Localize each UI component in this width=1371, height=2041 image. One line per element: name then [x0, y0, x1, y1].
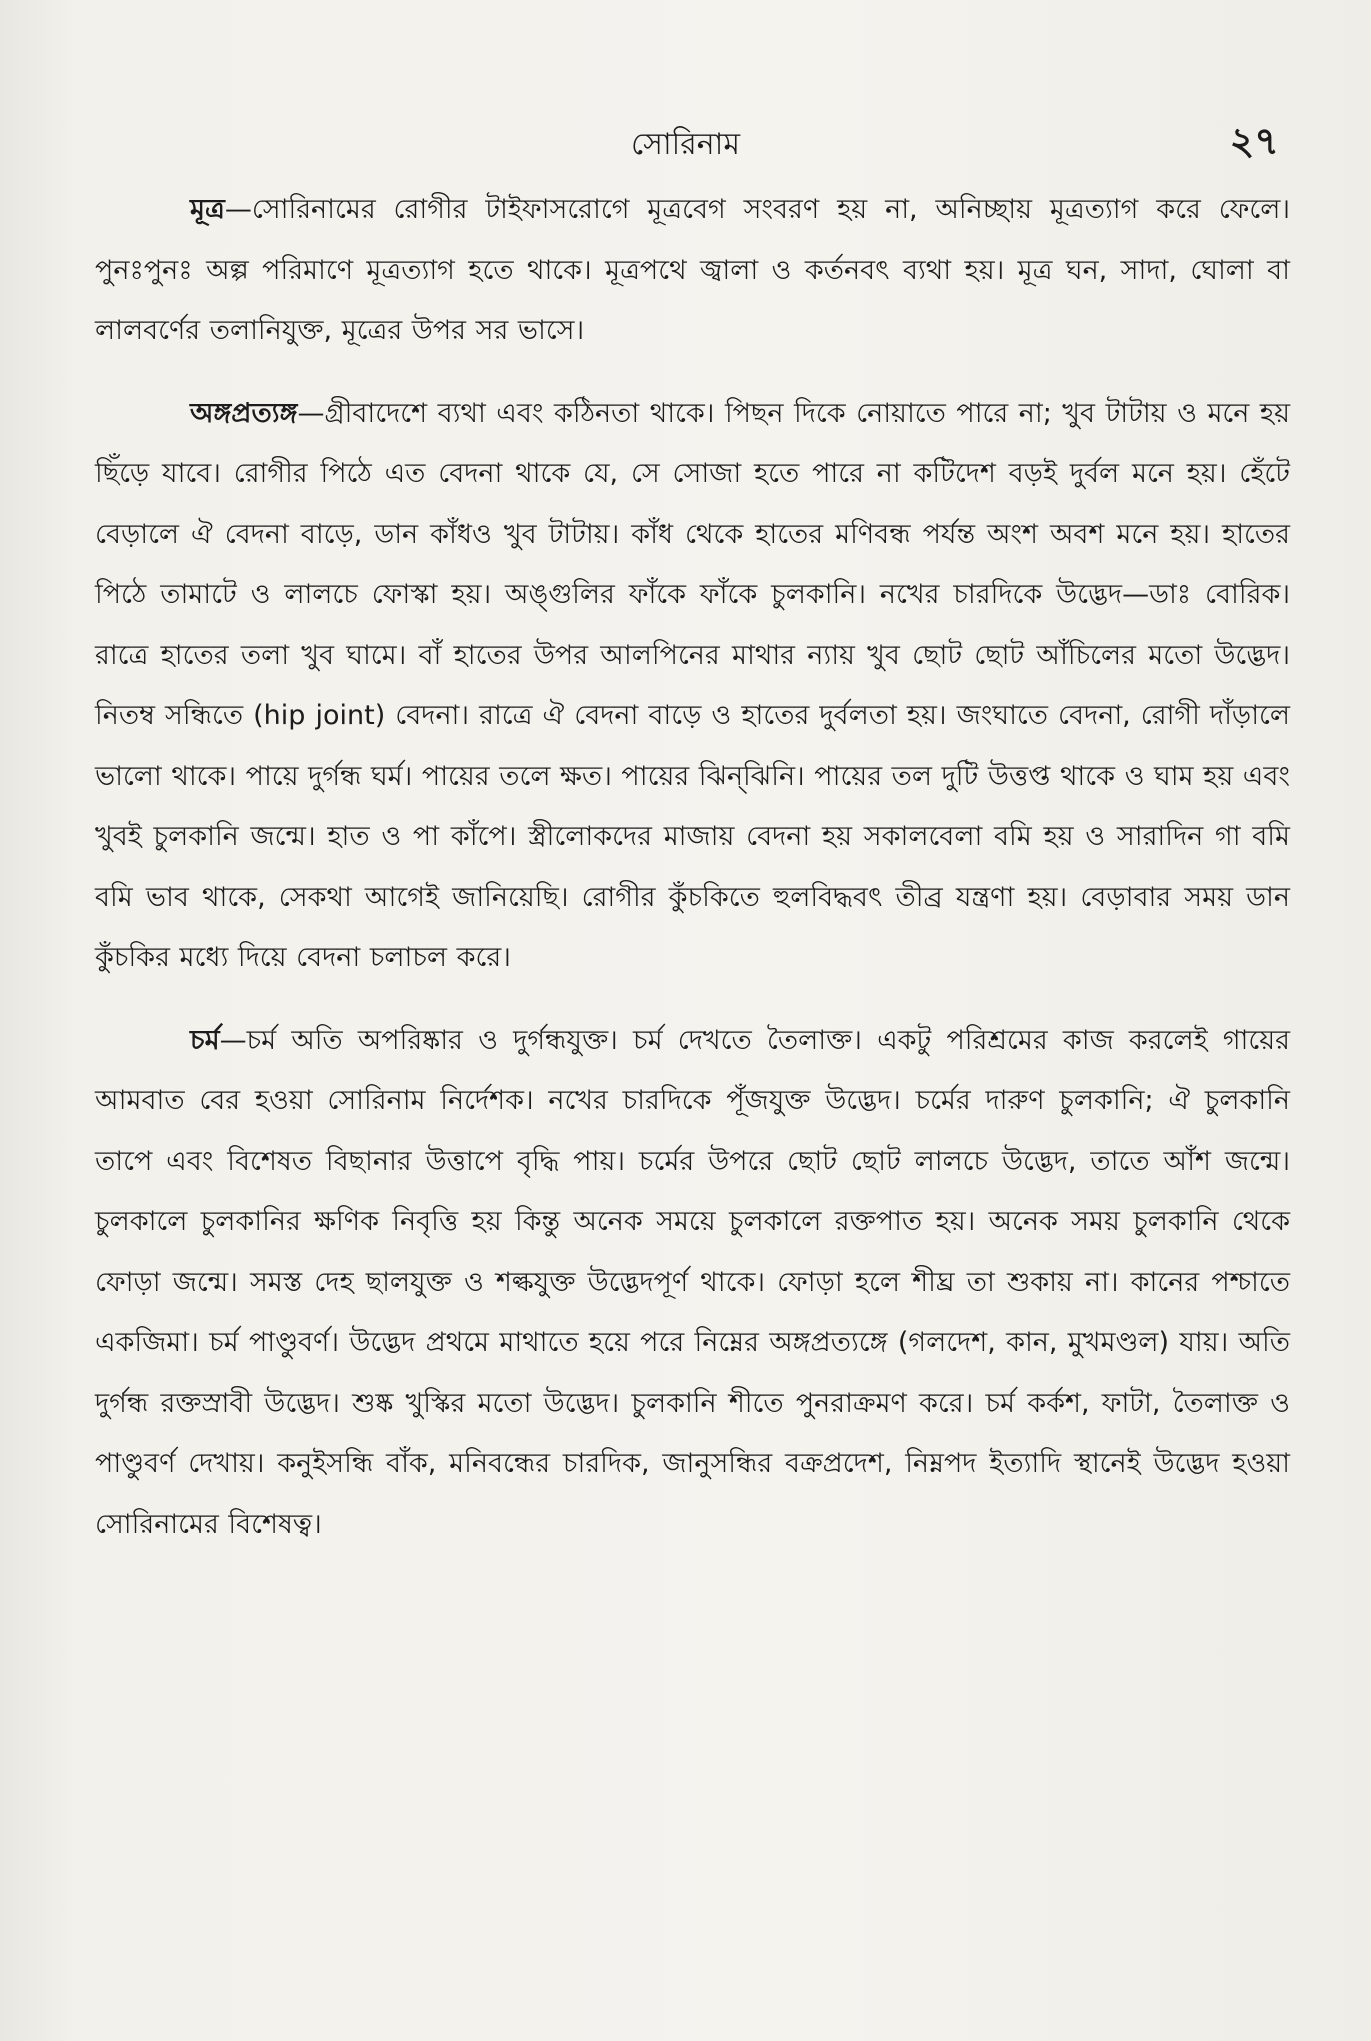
- paragraph-text: —সোরিনামের রোগীর টাইফাসরোগে মূত্রবেগ সংবরণ হয় না, অনিচ্ছায় মূত্রত্যাগ করে ফেলে। পুনঃপুনঃ অল্প পরিমাণে মূত্রত্যাগ হতে থাকে। মূত্রপথে জ্বালা ও কর্তনবৎ ব্যথা হয়। মূত্র ঘন, সাদা, ঘোলা বা লালবর্ণের তলানিযুক্ত, মূত্রের উপর সর ভাসে।: [95, 194, 1290, 346]
- page-number: ২৭: [1229, 119, 1279, 163]
- paragraph-urine: [95, 180, 1290, 362]
- running-title: সোরিনাম: [630, 127, 741, 162]
- paragraph-heading: চর্ম: [190, 1024, 220, 1056]
- page-body: [95, 180, 1290, 1577]
- paragraph-text: —গ্রীবাদেশে ব্যথা এবং কঠিনতা থাকে। পিছন দিকে নোয়াতে পারে না; খুব টাটায় ও মনে হয় ছিঁড়ে যাবে। রোগীর পিঠে এত বেদনা থাকে যে, সে সোজা হতে পারে না কটিদেশ বড়ই দুর্বল মনে হয়। হেঁটে বেড়ালে ঐ বেদনা বাড়ে, ডান কাঁধও খুব টাটায়। কাঁধ থেকে হাতের মণিবন্ধ পর্যন্ত অংশ অবশ মনে হয়। হাতের পিঠে তামাটে ও লালচে ফোস্কা হয়। অঙ্গুলির ফাঁকে ফাঁকে চুলকানি। নখের চারদিকে উদ্ভেদ—ডাঃ বোরিক। রাত্রে হাতের তলা খুব ঘামে। বাঁ হাতের উপর আলপিনের মাথার ন্যায় খুব ছোট ছোট আঁচিলের মতো উদ্ভেদ। নিতম্ব সন্ধিতে (hip joint) বেদনা। রাত্রে ঐ বেদনা বাড়ে ও হাতের দুর্বলতা হয়। জংঘাতে বেদনা, রোগী দাঁড়ালে ভালো থাকে। পায়ে দুর্গন্ধ ঘর্ম। পায়ের তলে ক্ষত। পায়ের ঝিন্‌ঝিনি। পায়ের তল দুটি উত্তপ্ত থাকে ও ঘাম হয় এবং খুবই চুলকানি জন্মে। হাত ও পা কাঁপে। স্ত্রীলোকদের মাজায় বেদনা হয় সকালবেলা বমি হয় ও সারাদিন গা বমি বমি ভাব থাকে, সেকথা আগেই জানিয়েছি। রোগীর কুঁচকিতে হুলবিদ্ধবৎ তীব্র যন্ত্রণা হয়। বেড়াবার সময় ডান কুঁচকির মধ্যে দিয়ে বেদনা চলাচল করে।: [95, 397, 1290, 973]
- page-header: [0, 112, 1371, 162]
- paragraph-skin: [95, 1011, 1290, 1556]
- paragraph-limbs: [95, 384, 1290, 989]
- paragraph-heading: মূত্র: [190, 194, 225, 225]
- paragraph-text: —চর্ম অতি অপরিষ্কার ও দুর্গন্ধযুক্ত। চর্ম দেখতে তৈলাক্ত। একটু পরিশ্রমের কাজ করলেই গায়ের আমবাত বের হওয়া সোরিনাম নির্দেশক। নখের চারদিকে পূঁজযুক্ত উদ্ভেদ। চর্মের দারুণ চুলকানি; ঐ চুলকানি তাপে এবং বিশেষত বিছানার উত্তাপে বৃদ্ধি পায়। চর্মের উপরে ছোট ছোট লালচে উদ্ভেদ, তাতে আঁশ জন্মে। চুলকালে চুলকানির ক্ষণিক নিবৃত্তি হয় কিন্তু অনেক সময়ে চুলকালে রক্তপাত হয়। অনেক সময় চুলকানি থেকে ফোড়া জন্মে। সমস্ত দেহ ছালযুক্ত ও শল্কযুক্ত উদ্ভেদপূর্ণ থাকে। ফোড়া হলে শীঘ্র তা শুকায় না। কানের পশ্চাতে একজিমা। চর্ম পাণ্ডুবর্ণ। উদ্ভেদ প্রথমে মাথাতে হয়ে পরে নিম্নের অঙ্গপ্রত্যঙ্গে (গলদেশ, কান, মুখমণ্ডল) যায়। অতি দুর্গন্ধ রক্তস্রাবী উদ্ভেদ। শুষ্ক খুস্কির মতো উদ্ভেদ। চুলকানি শীতে পুনরাক্রমণ করে। চর্ম কর্কশ, ফাটা, তৈলাক্ত ও পাণ্ডুবর্ণ দেখায়। কনুইসন্ধি বাঁক, মনিবন্ধের চারদিক, জানুসন্ধির বক্রপ্রদেশ, নিম্নপদ ইত্যাদি স্থানেই উদ্ভেদ হওয়া সোরিনামের বিশেষত্ব।: [95, 1024, 1290, 1540]
- paragraph-heading: অঙ্গপ্রত্যঙ্গ: [190, 397, 298, 429]
